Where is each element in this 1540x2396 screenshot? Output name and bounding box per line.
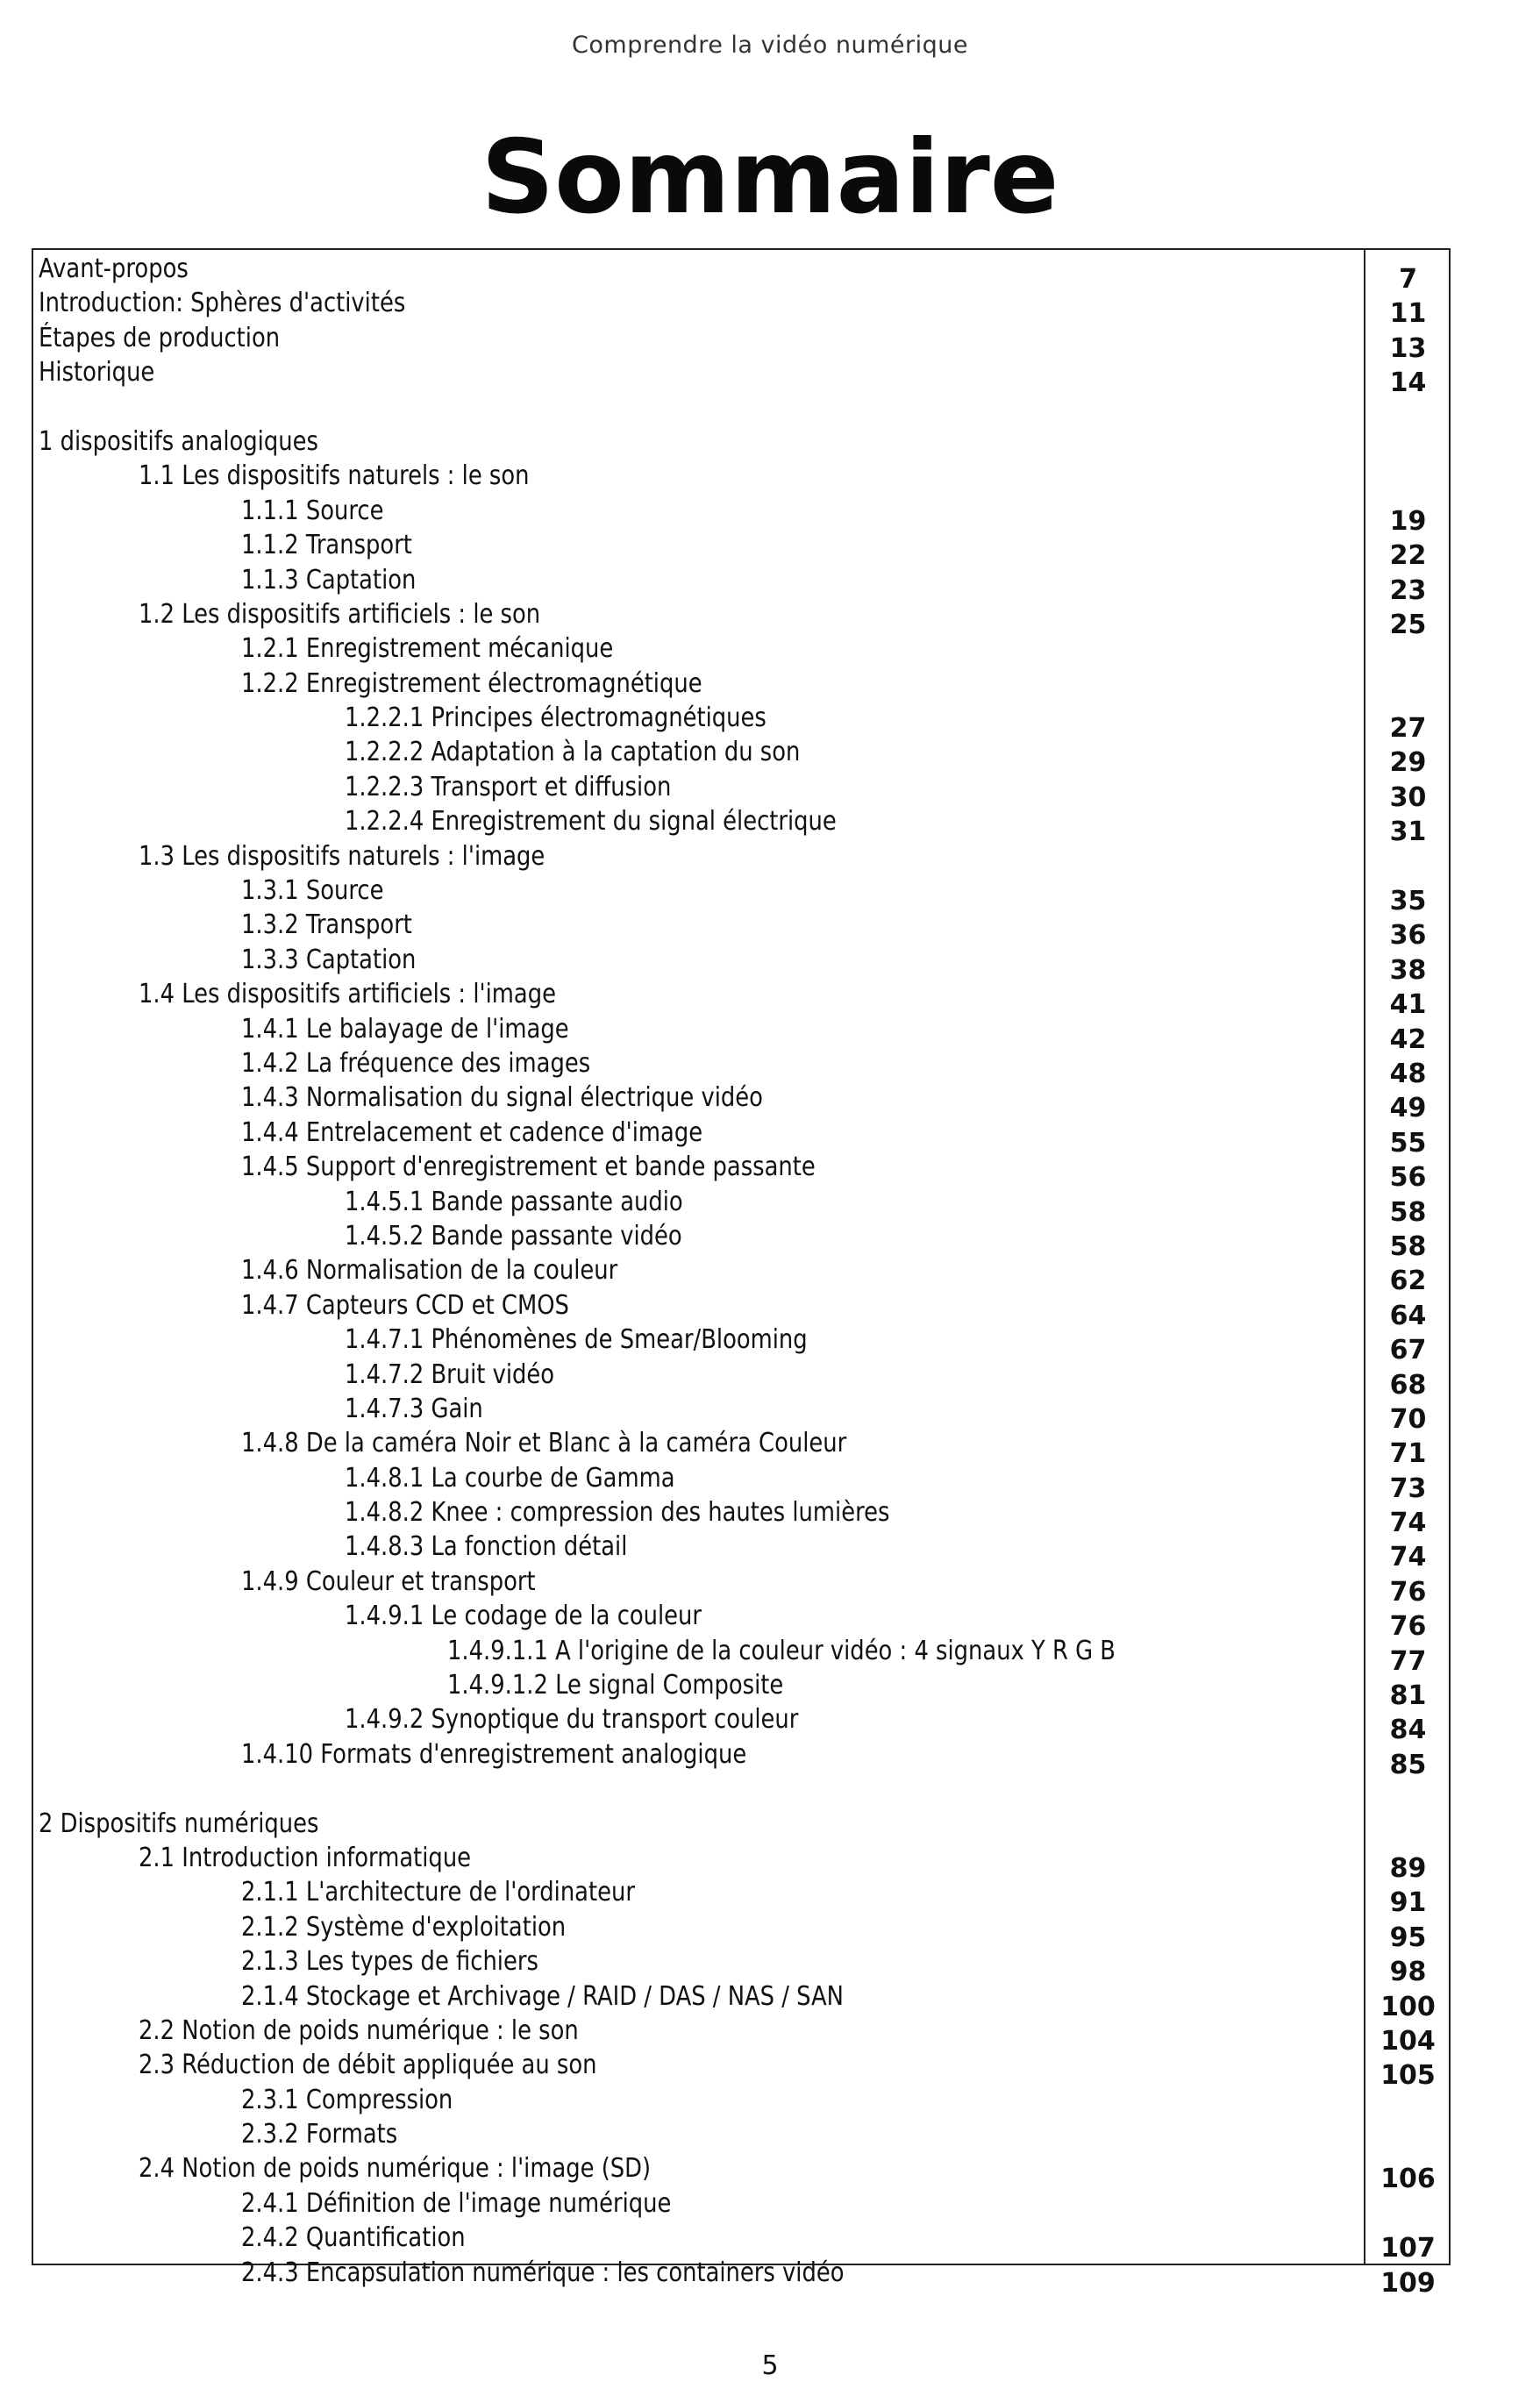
toc-entry-page: 81	[1389, 1680, 1427, 1712]
toc-entry	[33, 1772, 1449, 1806]
toc-entry-page: 36	[1389, 920, 1427, 952]
toc-entry-title: 1.2.2.2 Adaptation à la captation du son	[345, 737, 801, 768]
toc-entry	[33, 459, 1449, 493]
page-number: 5	[761, 2350, 779, 2381]
toc-entry	[33, 2083, 1449, 2117]
toc-entry	[33, 2256, 1449, 2299]
toc-entry-title: 1.4.2 La fréquence des images	[241, 1047, 591, 1079]
toc-entry-title: 2.4 Notion de poids numérique : l'image (SD)	[139, 2153, 652, 2185]
toc-entry	[33, 494, 1449, 537]
toc-entry-title: 1.3.3 Captation	[241, 944, 417, 975]
toc-entry-page: 106	[1380, 2164, 1436, 2195]
toc-entry-title: 1.4.9.1.2 Le signal Composite	[447, 1670, 784, 1701]
toc-entry-page: 68	[1389, 1369, 1427, 1401]
toc-entry-page: 74	[1389, 1508, 1427, 1539]
toc-entry-page: 56	[1389, 1162, 1427, 1194]
toc-entry-page: 70	[1389, 1403, 1427, 1435]
toc-entry	[33, 2014, 1449, 2057]
toc-entry	[33, 874, 1449, 917]
toc-entry-page: 98	[1389, 1957, 1427, 1988]
toc-entry-page: 42	[1389, 1023, 1427, 1055]
toc-entry	[33, 1599, 1449, 1643]
toc-entry	[33, 1737, 1449, 1780]
toc-entry	[33, 1944, 1449, 1988]
toc-entry-title: Introduction: Sphères d'activités	[39, 288, 406, 319]
toc-entry	[33, 1979, 1449, 2022]
toc-entry-page: 76	[1389, 1576, 1427, 1608]
toc-entry-page: 89	[1389, 1852, 1427, 1884]
toc-entry-title: 1.4.8.3 La fonction détail	[345, 1531, 628, 1563]
toc-entry	[33, 943, 1449, 986]
toc-entry-page: 76	[1389, 1611, 1427, 1643]
toc-entry	[33, 1910, 1449, 1953]
toc-entry-page: 71	[1389, 1438, 1427, 1470]
toc-entry-title: 2.1 Introduction informatique	[139, 1842, 472, 1873]
toc-entry-title: 2.2 Notion de poids numérique : le son	[139, 2014, 579, 2046]
toc-entry	[33, 1461, 1449, 1504]
toc-entry-page: 19	[1389, 505, 1427, 537]
toc-entry-page: 58	[1389, 1230, 1427, 1262]
toc-entry-page: 27	[1389, 713, 1427, 745]
toc-entry	[33, 597, 1449, 640]
toc-entry-title: 1.4.8 De la caméra Noir et Blanc à la caméra Couleur	[241, 1428, 847, 1459]
toc-entry	[33, 1012, 1449, 1055]
toc-entry-title: 2.4.2 Quantification	[241, 2222, 466, 2254]
toc-entry	[33, 1185, 1449, 1228]
toc-entry-title: Avant-propos	[39, 253, 189, 284]
toc-entry	[33, 286, 1449, 330]
page-title: Sommaire	[481, 118, 1059, 237]
toc-entry-page: 67	[1389, 1335, 1427, 1366]
toc-entry	[33, 355, 1449, 399]
toc-entry-page: 73	[1389, 1473, 1427, 1504]
toc-entry-page: 55	[1389, 1127, 1427, 1159]
toc-entry	[33, 2117, 1449, 2151]
toc-entry	[33, 2186, 1449, 2221]
toc-entry	[33, 770, 1449, 813]
toc-entry-page: 62	[1389, 1266, 1427, 1297]
toc-entry-title: 1.1 Les dispositifs naturels : le son	[139, 460, 530, 492]
toc-entry-title: 2 Dispositifs numériques	[39, 1808, 319, 1839]
toc-entry	[33, 1495, 1449, 1539]
toc-entry-title: 1 dispositifs analogiques	[39, 425, 318, 457]
toc-entry	[33, 563, 1449, 606]
toc-entry-title: 1.4.1 Le balayage de l'image	[241, 1013, 569, 1045]
toc-entry-title: 2.4.3 Encapsulation numérique : les containers vidéo	[241, 2257, 845, 2288]
toc-entry-title: 1.4.5.2 Bande passante vidéo	[345, 1220, 682, 1251]
toc-entry	[33, 1288, 1449, 1331]
toc-entry	[33, 1150, 1449, 1194]
running-header: Comprendre la vidéo numérique	[572, 32, 968, 59]
toc-entry-title: 1.1.3 Captation	[241, 564, 417, 595]
toc-entry	[33, 1565, 1449, 1608]
toc-entry-page: 48	[1389, 1058, 1427, 1089]
toc-entry	[33, 1253, 1449, 1297]
toc-entry-title: 1.2.2.3 Transport et diffusion	[345, 771, 672, 802]
toc-entry	[33, 1323, 1449, 1366]
toc-entry	[33, 631, 1449, 666]
toc-entry-title: 2.3.1 Compression	[241, 2084, 453, 2115]
toc-entry-page: 85	[1389, 1749, 1427, 1780]
toc-entry	[33, 1875, 1449, 1919]
toc-entry-page: 41	[1389, 989, 1427, 1021]
toc-entry	[33, 701, 1449, 745]
toc-entry-title: 1.4.7.2 Bruit vidéo	[345, 1358, 555, 1390]
toc-entry-title: 2.1.2 Système d'exploitation	[241, 1911, 567, 1943]
toc-entry-title: 1.4.9.1.1 A l'origine de la couleur vidéo : 4 signaux Y R G B	[447, 1635, 1116, 1666]
toc-entry-page: 25	[1389, 609, 1427, 640]
toc-entry-title: 2.1.4 Stockage et Archivage / RAID / DAS / NAS / SAN	[241, 1980, 844, 2012]
toc-entry-title: 1.3 Les dispositifs naturels : l'image	[139, 840, 545, 872]
toc-entry-title: 1.4 Les dispositifs artificiels : l'image	[139, 979, 556, 1010]
toc-list	[33, 252, 1449, 2299]
toc-entry-page: 109	[1380, 2267, 1436, 2299]
toc-entry-title: 1.2.1 Enregistrement mécanique	[241, 633, 614, 665]
toc-entry-page: 49	[1389, 1093, 1427, 1124]
toc-entry	[33, 1392, 1449, 1435]
toc-entry-title: 1.4.7 Capteurs CCD et CMOS	[241, 1289, 569, 1321]
toc-entry-title: 1.4.8.2 Knee : compression des hautes lumières	[345, 1497, 890, 1529]
toc-entry-title: 1.4.5.1 Bande passante audio	[345, 1186, 683, 1217]
toc-entry-page: 38	[1389, 954, 1427, 986]
toc-entry-title: 1.2 Les dispositifs artificiels : le son	[139, 598, 541, 630]
toc-entry	[33, 1358, 1449, 1401]
toc-entry-title: 1.2.2 Enregistrement électromagnétique	[241, 667, 702, 699]
toc-entry	[33, 2048, 1449, 2092]
toc-entry-title: 1.3.1 Source	[241, 875, 384, 907]
toc-entry-title: 1.1.1 Source	[241, 495, 384, 526]
toc-entry-title: 1.4.9.2 Synoptique du transport couleur	[345, 1704, 799, 1736]
toc-entry-title: Étapes de production	[39, 322, 281, 353]
toc-entry-title: 1.4.8.1 La courbe de Gamma	[345, 1462, 675, 1494]
toc-entry	[33, 908, 1449, 952]
toc-entry-title: 2.3.2 Formats	[241, 2119, 398, 2150]
toc-entry-title: 1.2.2.4 Enregistrement du signal électrique	[345, 806, 837, 838]
toc-entry	[33, 1530, 1449, 1573]
toc-entry-title: 1.4.5 Support d'enregistrement et bande passante	[241, 1152, 816, 1183]
toc-entry	[33, 1702, 1449, 1746]
toc-entry-page: 11	[1389, 298, 1427, 330]
toc-entry	[33, 390, 1449, 424]
toc-entry-page: 7	[1399, 264, 1417, 295]
toc-entry	[33, 1426, 1449, 1470]
toc-entry-title: 1.3.2 Transport	[241, 909, 412, 941]
toc-entry-page: 31	[1389, 816, 1427, 848]
toc-entry	[33, 528, 1449, 572]
toc-entry-page: 14	[1389, 367, 1427, 399]
toc-entry-title: 2.3 Réduction de débit appliquée au son	[139, 2050, 597, 2081]
toc-entry-title: 1.4.4 Entrelacement et cadence d'image	[241, 1116, 703, 1148]
toc-entry	[33, 321, 1449, 364]
toc-entry-title: 2.1.3 Les types de fichiers	[241, 1946, 538, 1978]
toc-entry	[33, 1807, 1449, 1841]
toc-entry-page: 95	[1389, 1922, 1427, 1953]
toc-entry	[33, 735, 1449, 779]
toc-entry-title: Historique	[39, 357, 155, 389]
toc-entry-page: 58	[1389, 1196, 1427, 1228]
table-of-contents	[32, 248, 1451, 2299]
toc-entry	[33, 1046, 1449, 1089]
toc-entry-page: 74	[1389, 1542, 1427, 1573]
toc-entry-page: 23	[1389, 574, 1427, 606]
toc-entry-page: 107	[1380, 2233, 1436, 2264]
toc-entry	[33, 1219, 1449, 1262]
toc-entry-title: 1.2.2.1 Principes électromagnétiques	[345, 702, 766, 734]
toc-entry-page: 77	[1389, 1645, 1427, 1677]
toc-entry	[33, 977, 1449, 1021]
toc-entry-page: 100	[1380, 1991, 1436, 2022]
toc-entry	[33, 2221, 1449, 2264]
toc-entry-page: 104	[1380, 2025, 1436, 2057]
toc-entry-title: 1.1.2 Transport	[241, 530, 412, 561]
toc-entry-title: 1.4.10 Formats d'enregistrement analogique	[241, 1738, 747, 1770]
toc-entry	[33, 667, 1449, 701]
toc-entry-title: 1.4.9 Couleur et transport	[241, 1565, 536, 1597]
toc-entry	[33, 424, 1449, 459]
toc-entry-page: 35	[1389, 886, 1427, 917]
toc-entry-title: 2.4.1 Définition de l'image numérique	[241, 2187, 672, 2219]
toc-entry-title: 1.4.3 Normalisation du signal électrique vidéo	[241, 1082, 763, 1114]
toc-entry	[33, 1668, 1449, 1712]
toc-entry-page: 22	[1389, 540, 1427, 572]
toc-entry-page: 91	[1389, 1887, 1427, 1919]
toc-entry-page: 64	[1389, 1300, 1427, 1331]
toc-entry	[33, 2151, 1449, 2195]
toc-entry-title: 1.4.7.3 Gain	[345, 1393, 483, 1424]
toc-entry	[33, 839, 1449, 874]
toc-entry	[33, 1634, 1449, 1677]
toc-entry	[33, 804, 1449, 848]
toc-entry	[33, 1080, 1449, 1124]
toc-entry	[33, 1841, 1449, 1884]
toc-entry-title: 1.4.7.1 Phénomènes de Smear/Blooming	[345, 1324, 808, 1356]
toc-entry-page: 105	[1380, 2060, 1436, 2092]
toc-entry-title: 2.1.1 L'architecture de l'ordinateur	[241, 1877, 635, 1908]
toc-entry-title: 1.4.6 Normalisation de la couleur	[241, 1255, 618, 1287]
toc-entry-page: 30	[1389, 781, 1427, 813]
toc-entry-title: 1.4.9.1 Le codage de la couleur	[345, 1601, 702, 1632]
toc-entry	[33, 252, 1449, 295]
toc-entry-page: 13	[1389, 332, 1427, 364]
toc-entry-page: 29	[1389, 747, 1427, 779]
toc-entry	[33, 1116, 1449, 1159]
toc-entry-page: 84	[1389, 1715, 1427, 1746]
